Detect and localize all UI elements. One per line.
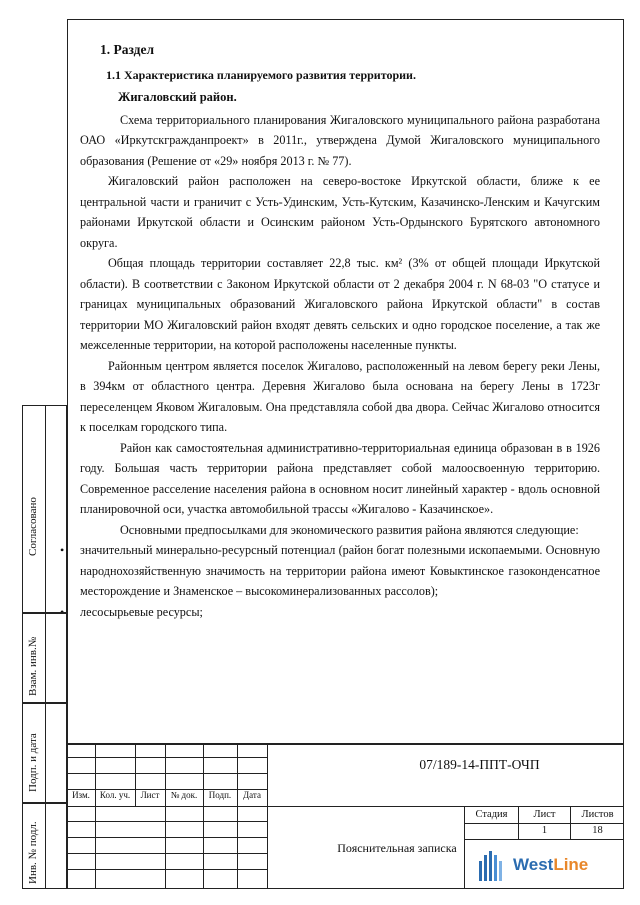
stage-header: Стадия	[475, 809, 508, 820]
stamp-column-headers	[67, 790, 267, 806]
side-row-inv-orig	[22, 803, 67, 889]
side-label-agreed: Согласовано	[27, 497, 39, 556]
bullet-item	[60, 602, 600, 623]
side-stamp	[22, 405, 67, 889]
document-body	[60, 32, 600, 622]
document-number: 07/189-14-ППТ-ОЧП	[419, 757, 540, 772]
sheets-header: Листов	[581, 809, 614, 820]
logo-west: West	[513, 855, 554, 874]
section-title: 1. Раздел	[100, 42, 155, 57]
col-list: Лист	[140, 790, 160, 800]
paragraph: Основными предпосылками для экономического развития района являются следующие:	[120, 522, 579, 537]
sheets-value: 18	[592, 825, 603, 836]
document-title: Пояснительная записка	[337, 841, 457, 855]
paragraph: Районным центром является поселок Жигалово, расположенный на левом берегу реки Лены, в 394км от областного центра. Деревня Жигалово была основана на берегу Лены в 1723г переселенцем Яковом Жигаловым. Она представляла собой два двора. Сейчас Жигалово относится к поселкам городского типа.	[80, 358, 600, 434]
bullet-item	[60, 540, 600, 602]
sheet-value: 1	[541, 825, 548, 836]
bullet-icon: •	[60, 604, 65, 619]
title-block	[67, 743, 624, 889]
subsection-title: 1.1 Характеристика планируемого развития территории.	[106, 67, 416, 82]
side-row-agreed	[22, 405, 67, 613]
district-title: Жигаловский район.	[118, 90, 237, 104]
sheet-header: Лист	[533, 809, 556, 820]
side-label-inv-orig: Инв. № подл.	[27, 821, 39, 884]
side-label-sign-date: Подп. и дата	[27, 733, 39, 792]
logo-text	[513, 855, 588, 875]
logo-line: Line	[553, 855, 589, 874]
col-doc: № док.	[170, 790, 198, 800]
side-row-inv-replace	[22, 613, 67, 703]
paragraph: Общая площадь территории составляет 22,8 тыс. км² (3% от общей площади Иркутской области). В соответствии с Законом Иркутской области от 2 декабря 2004 г. N 68-03 "О статусе и границах муниципальных образований Жигаловского района Иркутской области" в состав территории МО Жигаловский район входят девять сельских и одно городское поселение, а так же межселенные территории, на которой расположены населенные пункты.	[80, 256, 600, 352]
bullet-text: значительный минерально-ресурсный потенциал (район богат полезными ископаемыми. Основную народнохозяйственную значимость на территории района имеют Ковыктинское газоконденсатное месторождение и Знаменское – высокоминерализованных рассолов);	[80, 543, 600, 598]
col-izm: Изм.	[72, 790, 90, 800]
westline-logo	[477, 847, 617, 887]
side-row-sign-date	[22, 703, 67, 803]
col-kol: Кол. уч.	[99, 790, 131, 800]
paragraph: Жигаловский район расположен на северо-востоке Иркутской области, ближе к ее центральной части и граничит с Усть-Удинским, Усть-Кутским, Казачинско-Ленским и Качугским районами Иркутской области и Осинским районом Усть-Ордынского Бурятского автономного округа.	[80, 174, 600, 250]
bullet-text: лесосырьевые ресурсы;	[80, 604, 203, 619]
paragraph: Район как самостоятельная административно-территориальная единица образован в в 1926 году. Большая часть территории района представляет собой малоосвоенную территорию. Современное расселение населения района в основном носит линейный характер - вдоль основной планировочной оси, участка автомобильной трассы «Жигалово - Казачинское».	[80, 440, 600, 516]
side-label-inv-replace: Взам. инв.№	[27, 636, 39, 696]
paragraph: Схема территориального планирования Жигаловского муниципального района разработана ОАО «Иркутскгражданпроект» в 2011г., утверждена Думой Жигаловского муниципального образования (Решение от «29» ноября 2013 г. № 77).	[80, 112, 600, 168]
col-date: Дата	[243, 790, 261, 800]
col-podp: Подп.	[208, 790, 232, 800]
bullet-icon: •	[60, 543, 65, 557]
logo-bars-icon	[477, 849, 517, 883]
